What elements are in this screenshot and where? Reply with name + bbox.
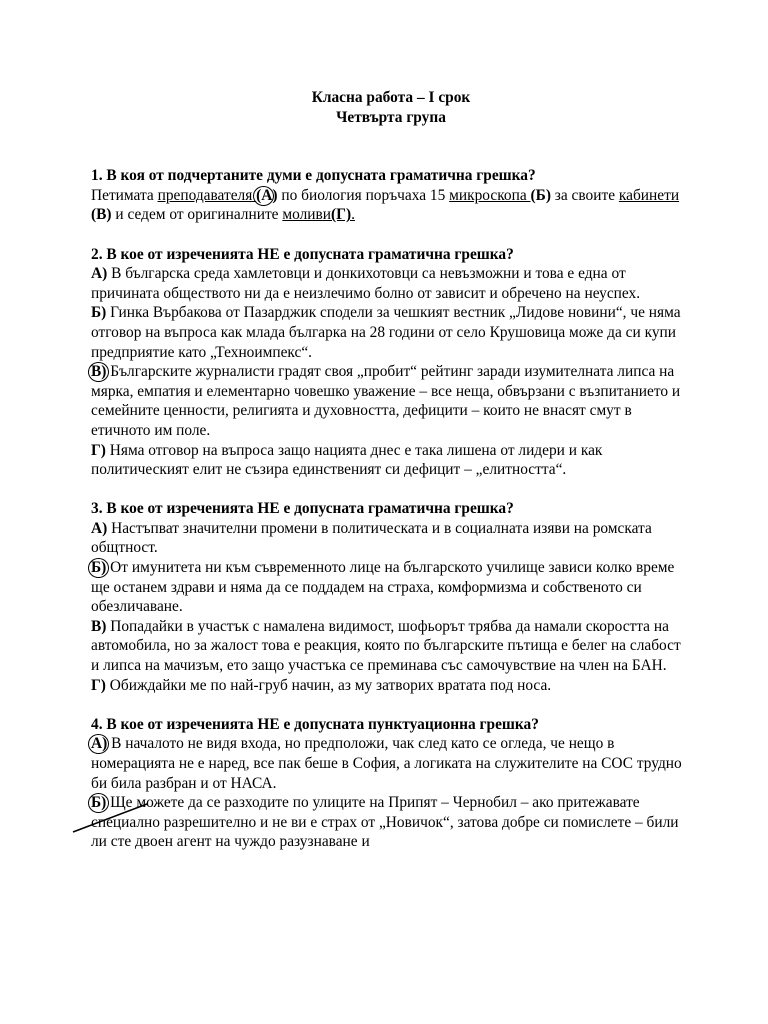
strike-line-icon	[73, 810, 153, 840]
q1-text-part: .	[351, 206, 355, 224]
q4-option-b-label-circled: Б)	[91, 794, 107, 812]
q1-option-c: (В)	[91, 206, 112, 224]
q1-option-a-circled: (А)	[256, 186, 278, 204]
q1-option-d: (Г)	[331, 206, 352, 224]
q3-option-a	[91, 519, 691, 558]
q1-underlined-word-c: кабинети	[618, 186, 680, 204]
q2-option-a-text: В българска среда хамлетовци и донкихотовци са невъзможни и това е една от причината обществото ни да е неизлечимо болно от зависит и обречено на неуспех.	[91, 265, 641, 302]
q2-option-c-label-circled: В)	[91, 363, 107, 381]
q4-option-a	[91, 734, 691, 793]
q2-option-c-text: Българските журналисти градят своя „пробит“ рейтинг заради изумителната липса на мярка, емпатия и елементарно човешко уважение – все неща, обвързани с възпитанието и семейните ценности, религията и духовността, дефицити – които не внасят смут в етичното им поле.	[91, 363, 681, 439]
question-1-heading: 1. В коя от подчертаните думи е допусната граматична грешка?	[91, 167, 536, 185]
q4-option-b-text: Ще можете да се разходите по улиците на Припят – Чернобил – ако притежавате специално разрешително и не ви е страх от „Новичок“, затова добре си помислете – били ли сте двоен агент на чуждо разузнаване и	[91, 794, 679, 851]
q1-text-part: по биология поръчаха 15	[277, 186, 450, 204]
q1-text-part: и седем от оригиналните	[111, 206, 283, 224]
document-page	[91, 88, 691, 872]
q3-option-c-text-line1: Попадайки в участък с намалена видимост, шофьорът трябва да намали скоростта на	[106, 617, 669, 635]
q1-underlined-word-b: микроскопа	[449, 186, 531, 204]
question-2-heading: 2. В кое от изреченията НЕ е допусната граматична грешка?	[91, 245, 514, 263]
q3-option-b	[91, 558, 691, 617]
q3-option-a-label: А)	[91, 519, 108, 537]
question-4-heading: 4. В кое от изреченията НЕ е допусната пунктуационна грешка?	[91, 715, 539, 733]
q2-option-c	[91, 362, 691, 440]
q3-option-b-label-circled: Б)	[91, 559, 107, 577]
q3-option-c	[91, 617, 691, 637]
q3-option-d-text: Обиждайки ме по най-груб начин, аз му затворих вратата под носа.	[105, 676, 552, 694]
question-3	[91, 499, 691, 695]
q1-text-part: за своите	[550, 186, 619, 204]
q4-option-b	[91, 793, 691, 852]
q3-option-c-label: В)	[91, 617, 107, 635]
q3-option-a-text: Настъпват значителни промени в политическата и в социалната изяви на ромската общтност.	[91, 519, 652, 557]
q3-option-d-label: Г)	[91, 676, 106, 694]
q4-option-a-text: В началото не видя входа, но предположи, чак след като се огледа, че нещо в номерацията не е наред, все пак беше в София, а логиката на служителите на СОС трудно би била разбран и от НАСА.	[91, 735, 682, 792]
question-2	[91, 245, 691, 480]
document-subtitle: Четвърта група	[336, 108, 446, 126]
q1-text-part: Петимата	[91, 186, 158, 204]
question-3-heading: 3. В кое от изреченията НЕ е допусната граматична грешка?	[91, 500, 514, 518]
q2-option-d-text: Няма отговор на въпроса защо нацията днес е така лишена от лидери и как политическият елит не съзира единственият си дефицит – „елитността“.	[91, 441, 603, 479]
q2-option-b-label: Б)	[91, 304, 107, 322]
q1-underlined-word-a: преподавателя	[157, 186, 257, 204]
q2-option-d	[91, 441, 691, 480]
q1-option-b: (Б)	[530, 186, 551, 204]
q2-option-d-label: Г)	[91, 441, 106, 459]
question-1	[91, 166, 691, 225]
q3-option-d	[91, 676, 691, 696]
q4-option-a-label-circled: А)	[91, 735, 108, 753]
question-1-text	[91, 186, 691, 225]
document-title: Класна работа – I срок	[311, 89, 471, 106]
question-4	[91, 715, 691, 852]
q2-option-a-label: А)	[91, 265, 108, 283]
q2-option-b	[91, 303, 691, 362]
q2-option-a	[91, 264, 691, 303]
q1-underlined-word-d: моливи	[282, 206, 332, 224]
q2-option-b-text: Гинка Върбакова от Пазарджик сподели за чешкият вестник „Лидове новини“, че няма отговор на въпроса как млада българка на 28 години от село Крушовица може да си купи предприятие като „Техноимпекс“.	[91, 304, 681, 361]
q3-option-c-continued: автомобила, но за жалост това е реакция, която по българските пътища е белег на слабост и липса на мачизъм, ето защо участъка се преминава със самочувствие на член на БАН.	[91, 637, 681, 675]
q3-option-b-text: От имунитета ни към съвременното лице на българското училище зависи колко време ще останем здрави и няма да се поддадем на страха, комформизма и собственото си обезличаване.	[91, 559, 675, 616]
